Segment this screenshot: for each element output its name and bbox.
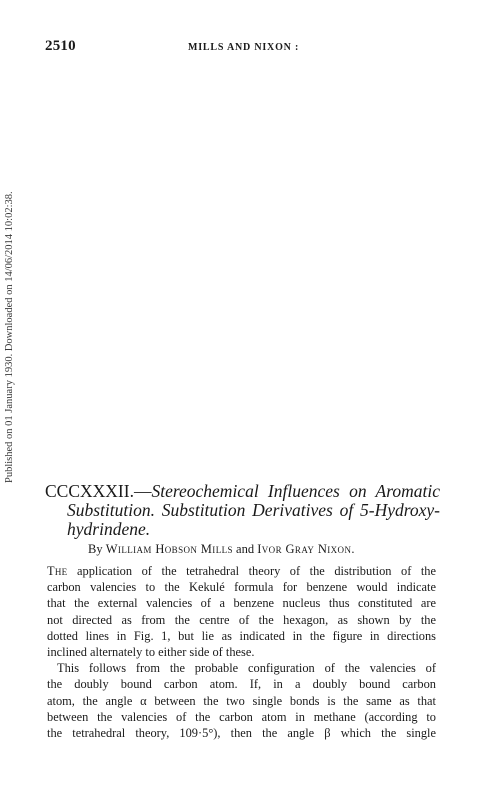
download-watermark: Published on 01 January 1930. Downloaded on 14/06/2014 10:02:38.: [4, 191, 15, 483]
byline: By William Hobson Mills and Ivor Gray Nixon.: [88, 542, 355, 556]
paragraph-1-line: dotted lines in Fig. 1, but lie as indicated in the figure in directions: [47, 628, 436, 643]
body-text: [47, 563, 436, 741]
author-2: Ivor Gray Nixon.: [257, 542, 355, 556]
paragraph-2-line: atom, the angle α between the two single bonds is the same as that: [47, 693, 436, 708]
article-title: [45, 482, 440, 539]
paragraph-1-line: carbon valencies to the Kekulé formula for benzene would indicate: [47, 580, 436, 595]
paragraph-1-line: inclined alternately to either side of these.: [47, 645, 255, 660]
author-1: William Hobson Mills: [105, 542, 233, 556]
title-line-1-text: Stereochemical Influences on Aromatic: [151, 481, 440, 501]
paragraph-2-line: This follows from the probable configuration of the valencies of: [57, 661, 436, 676]
paragraph-2-line: the doubly bound carbon atom. If, in a doubly bound carbon: [47, 677, 436, 692]
paragraph-2-line: between the valencies of the carbon atom in methane (according to: [47, 709, 436, 724]
title-line-1: [45, 482, 440, 501]
paragraph-1-line: The application of the tetrahedral theory of the distribution of the: [47, 564, 436, 578]
title-line-3: hydrindene.: [67, 519, 151, 539]
paragraph-2-line: the tetrahedral theory, 109·5°), then the angle β which the single: [47, 726, 436, 741]
title-line-2: Substitution. Substitution Derivatives of 5-Hydroxy-: [67, 500, 440, 520]
running-head: MILLS AND NIXON :: [188, 42, 300, 53]
title-number: CCCXXXII.—: [45, 481, 152, 501]
page-number: 2510: [45, 38, 76, 54]
paragraph-1-line: not directed as from the centre of the hexagon, as shown by the: [47, 612, 436, 627]
paragraph-1-line: that the external valencies of a benzene nucleus thus constituted are: [47, 596, 436, 611]
